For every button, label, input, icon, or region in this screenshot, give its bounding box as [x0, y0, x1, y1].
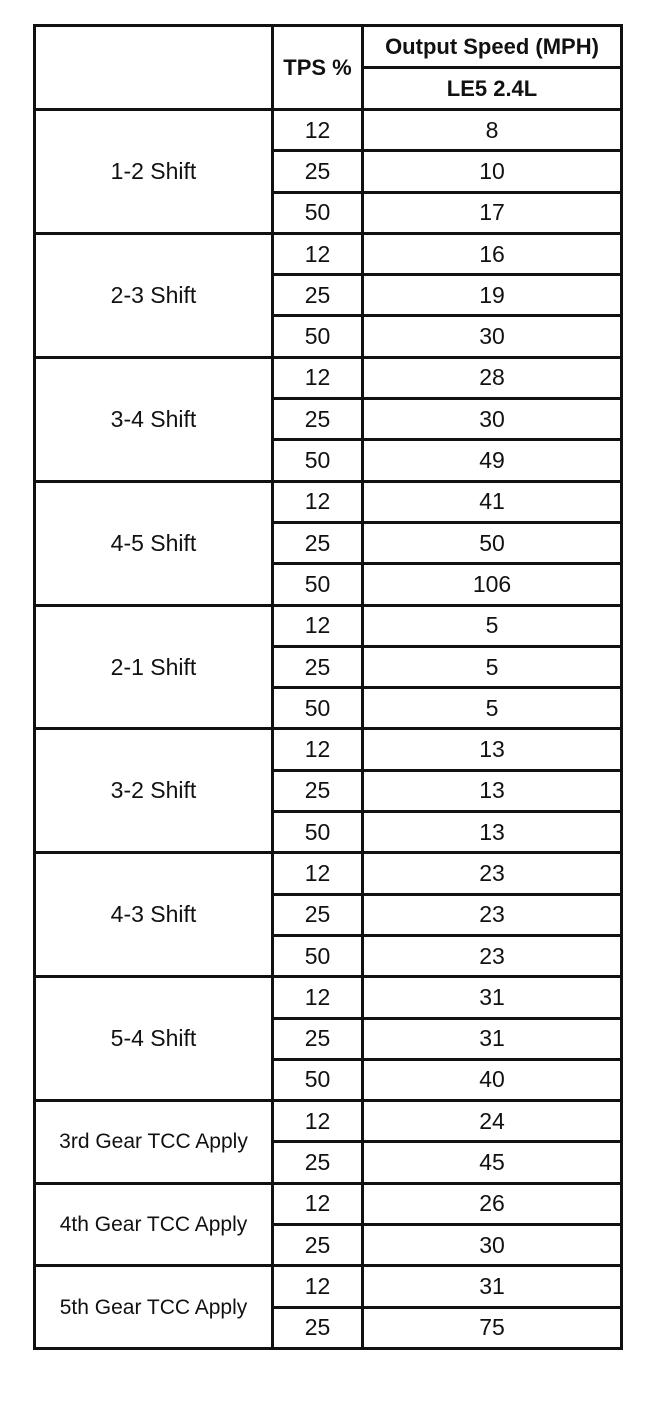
table-row	[35, 605, 622, 646]
tps-cell: 25	[273, 1307, 363, 1348]
tps-cell: 50	[273, 192, 363, 233]
tps-cell: 25	[273, 151, 363, 192]
speed-cell: 31	[363, 977, 622, 1018]
tps-cell: 50	[273, 440, 363, 481]
tps-cell: 25	[273, 646, 363, 687]
shift-group-label: 4-3 Shift	[35, 853, 273, 977]
tps-cell: 50	[273, 935, 363, 976]
speed-cell: 40	[363, 1059, 622, 1100]
table-row	[35, 1266, 622, 1307]
speed-cell: 30	[363, 316, 622, 357]
speed-cell: 8	[363, 110, 622, 151]
table-row	[35, 481, 622, 522]
tps-cell: 50	[273, 688, 363, 729]
speed-cell: 26	[363, 1183, 622, 1224]
header-row	[35, 26, 622, 68]
tps-header: TPS %	[273, 26, 363, 110]
tps-cell: 12	[273, 481, 363, 522]
tps-cell: 12	[273, 853, 363, 894]
speed-cell: 24	[363, 1101, 622, 1142]
speed-cell: 28	[363, 357, 622, 398]
tps-cell: 25	[273, 770, 363, 811]
speed-cell: 17	[363, 192, 622, 233]
shift-group-label: 2-1 Shift	[35, 605, 273, 729]
speed-cell: 75	[363, 1307, 622, 1348]
speed-cell: 31	[363, 1266, 622, 1307]
shift-group-label: 4-5 Shift	[35, 481, 273, 605]
table-row	[35, 729, 622, 770]
tps-cell: 50	[273, 812, 363, 853]
tps-cell: 25	[273, 275, 363, 316]
table-row	[35, 233, 622, 274]
table-row	[35, 357, 622, 398]
tps-cell: 12	[273, 357, 363, 398]
tps-cell: 12	[273, 1101, 363, 1142]
header-blank-cell	[35, 26, 273, 110]
tps-cell: 25	[273, 1225, 363, 1266]
shift-group-label: 1-2 Shift	[35, 110, 273, 234]
tps-cell: 25	[273, 894, 363, 935]
tps-cell: 25	[273, 522, 363, 563]
speed-cell: 45	[363, 1142, 622, 1183]
output-speed-header: Output Speed (MPH)	[363, 26, 622, 68]
speed-cell: 30	[363, 399, 622, 440]
speed-cell: 13	[363, 729, 622, 770]
table-row	[35, 1101, 622, 1142]
table-row	[35, 1183, 622, 1224]
table-row	[35, 977, 622, 1018]
tps-cell: 12	[273, 110, 363, 151]
tps-cell: 25	[273, 1142, 363, 1183]
table-body	[35, 26, 622, 1349]
tps-cell: 25	[273, 1018, 363, 1059]
tps-cell: 12	[273, 1266, 363, 1307]
speed-cell: 5	[363, 646, 622, 687]
shift-group-label: 2-3 Shift	[35, 233, 273, 357]
speed-cell: 23	[363, 935, 622, 976]
speed-cell: 5	[363, 605, 622, 646]
shift-group-label: 4th Gear TCC Apply	[35, 1183, 273, 1266]
tps-cell: 12	[273, 729, 363, 770]
tps-cell: 50	[273, 564, 363, 605]
table-row	[35, 853, 622, 894]
tps-cell: 12	[273, 605, 363, 646]
speed-cell: 30	[363, 1225, 622, 1266]
speed-cell: 13	[363, 812, 622, 853]
speed-cell: 23	[363, 853, 622, 894]
speed-cell: 16	[363, 233, 622, 274]
table-row	[35, 110, 622, 151]
shift-group-label: 5th Gear TCC Apply	[35, 1266, 273, 1349]
speed-cell: 23	[363, 894, 622, 935]
speed-cell: 31	[363, 1018, 622, 1059]
tps-cell: 12	[273, 977, 363, 1018]
shift-group-label: 3-2 Shift	[35, 729, 273, 853]
speed-cell: 5	[363, 688, 622, 729]
speed-cell: 10	[363, 151, 622, 192]
speed-cell: 49	[363, 440, 622, 481]
tps-cell: 12	[273, 1183, 363, 1224]
tps-cell: 50	[273, 316, 363, 357]
tps-cell: 12	[273, 233, 363, 274]
shift-group-label: 5-4 Shift	[35, 977, 273, 1101]
shift-group-label: 3-4 Shift	[35, 357, 273, 481]
shift-speed-table	[33, 24, 623, 1350]
speed-cell: 19	[363, 275, 622, 316]
shift-group-label: 3rd Gear TCC Apply	[35, 1101, 273, 1184]
speed-cell: 106	[363, 564, 622, 605]
tps-cell: 50	[273, 1059, 363, 1100]
speed-cell: 41	[363, 481, 622, 522]
speed-cell: 50	[363, 522, 622, 563]
engine-header: LE5 2.4L	[363, 68, 622, 110]
tps-cell: 25	[273, 399, 363, 440]
speed-cell: 13	[363, 770, 622, 811]
